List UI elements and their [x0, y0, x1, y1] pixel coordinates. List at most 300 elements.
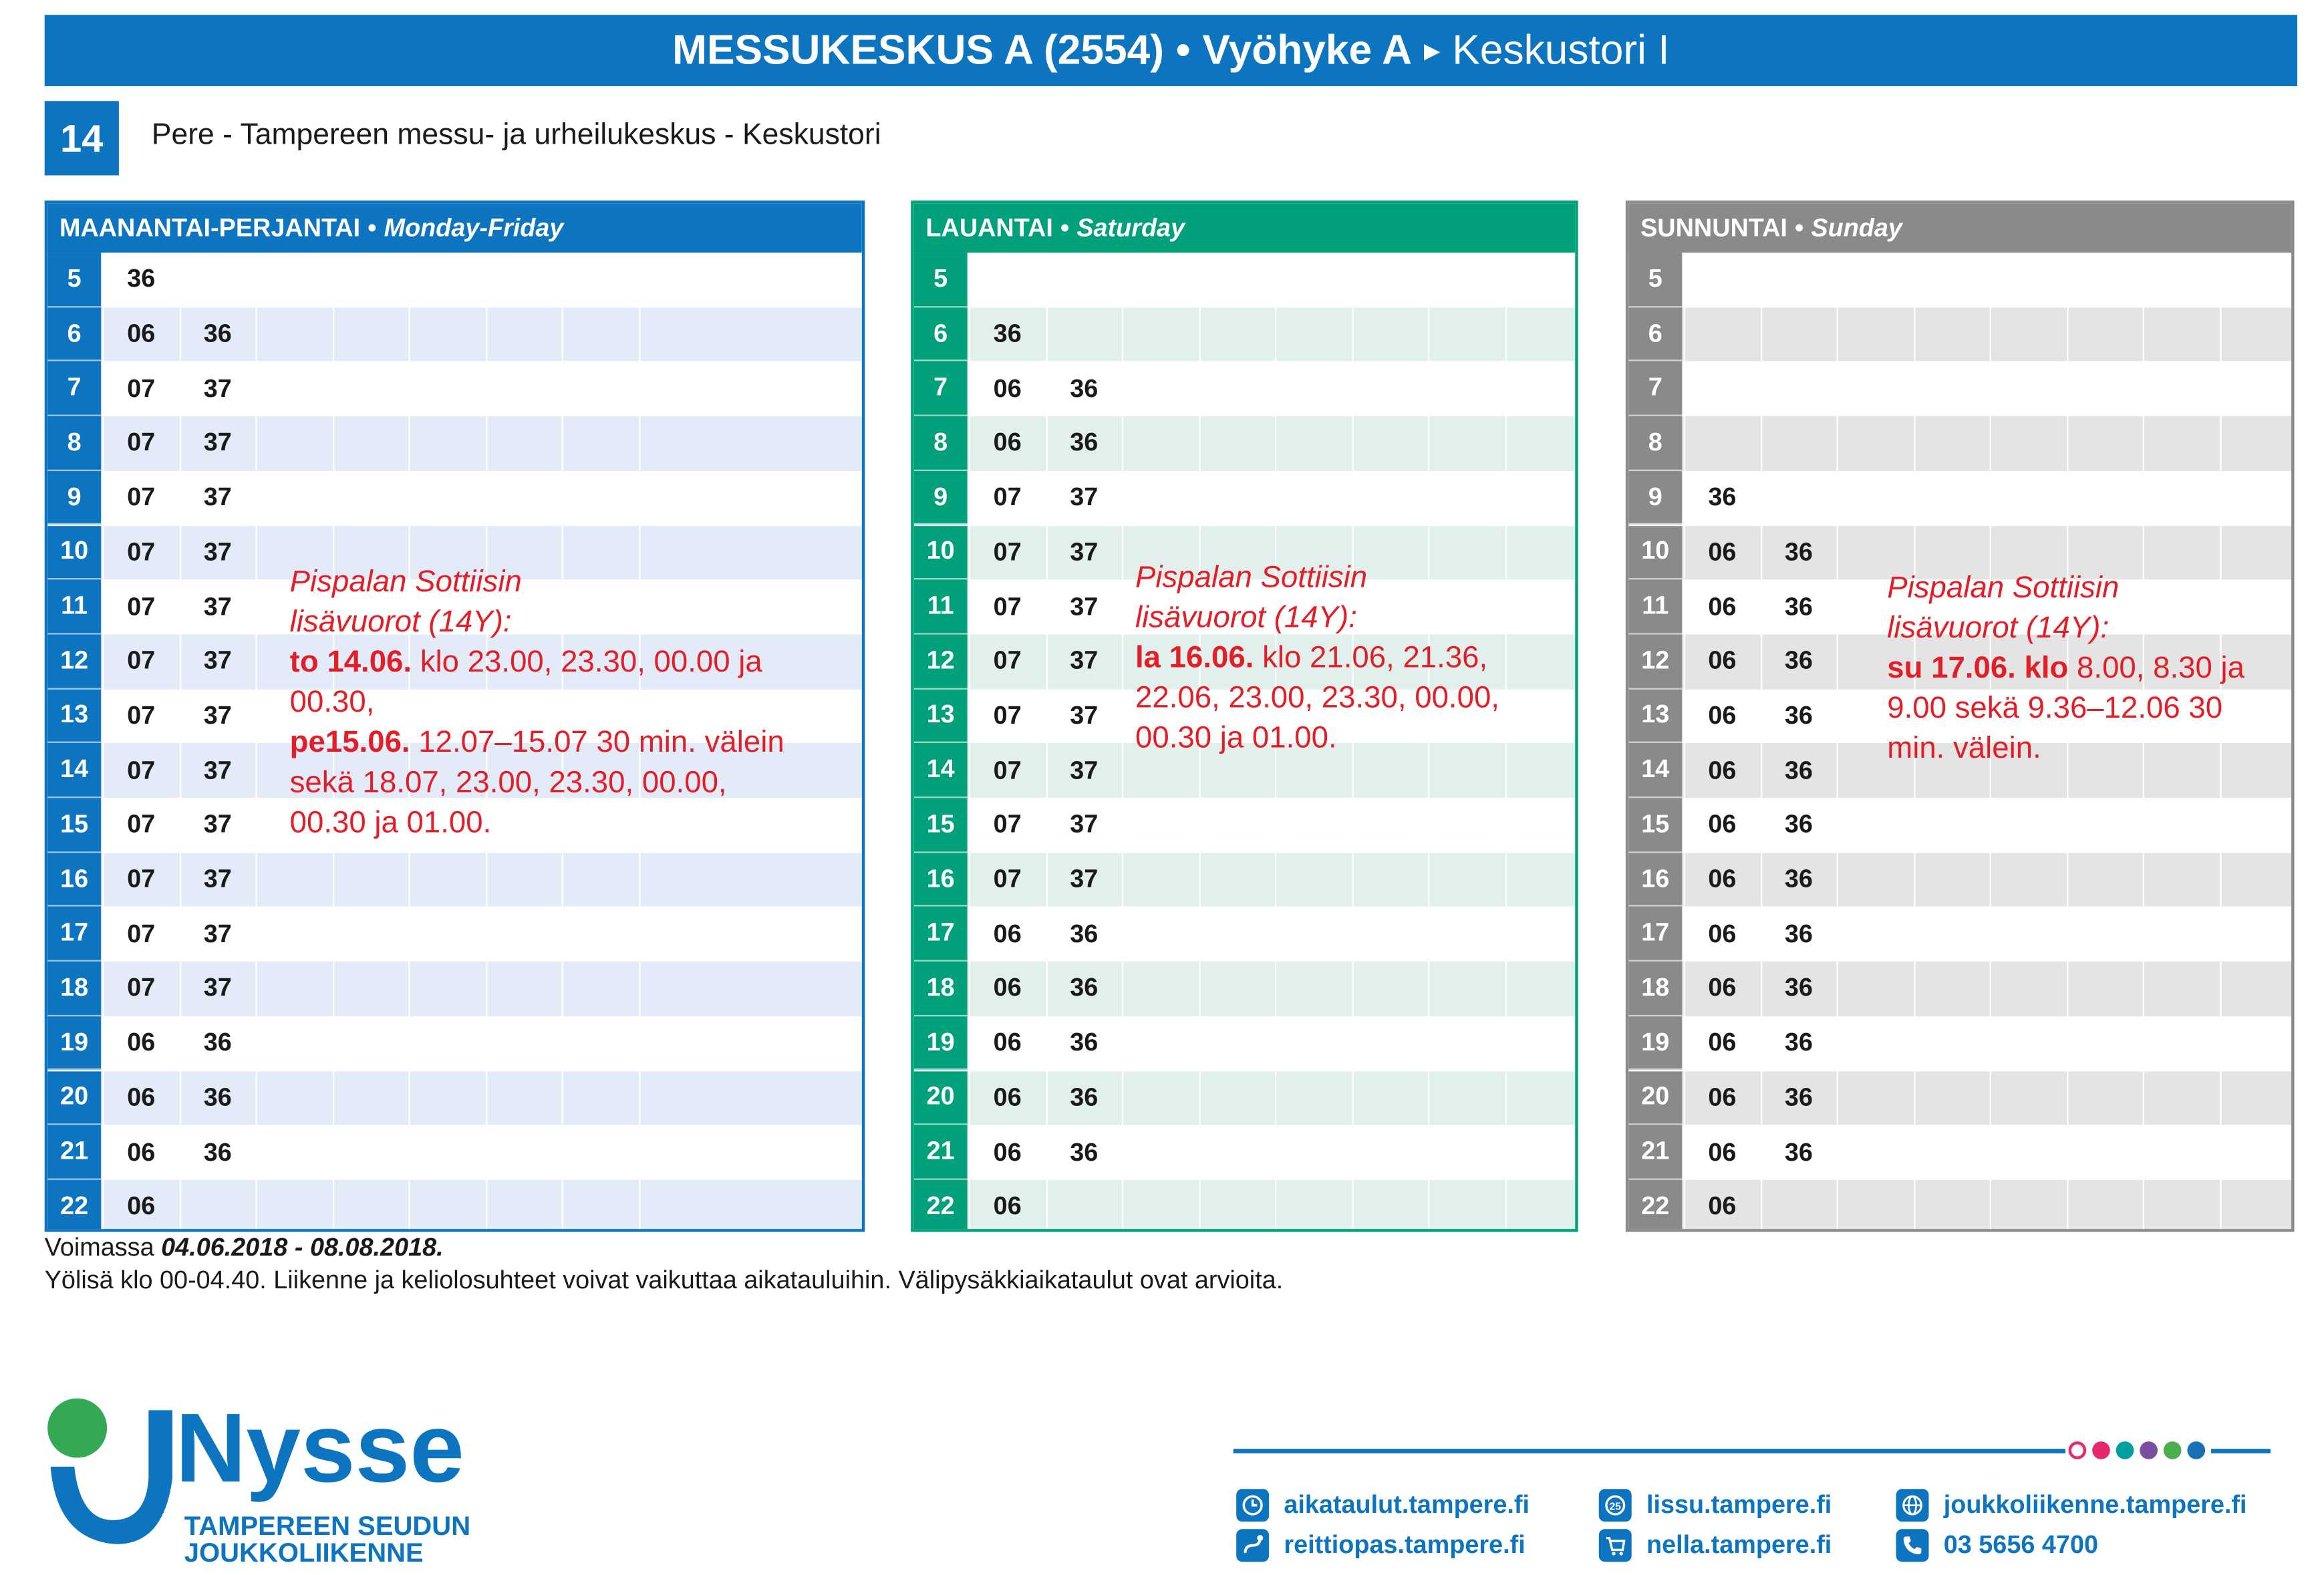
minute-cell: 06 — [969, 907, 1044, 962]
hour-cell: 14 — [914, 744, 968, 799]
hour-cell: 13 — [914, 689, 968, 744]
link-text[interactable]: nella.tampere.fi — [1646, 1530, 1832, 1559]
link-text[interactable]: aikataulut.tampere.fi — [1284, 1490, 1530, 1519]
table-row — [47, 907, 862, 962]
minute-cell: 37 — [179, 362, 255, 416]
hour-cell: 18 — [914, 962, 968, 1016]
minute-cell: 07 — [102, 634, 178, 689]
minute-cell — [1352, 470, 1427, 525]
minute-cell — [2143, 907, 2218, 962]
minute-cell — [1428, 1070, 1503, 1125]
table-subtitle: Saturday — [1076, 213, 1185, 242]
note-heading: Pispalan Sottiisin — [1887, 570, 2120, 605]
minute-cell — [1505, 962, 1578, 1016]
minute-cell — [562, 1016, 637, 1071]
note-text: klo 21.06, 21.36, — [1254, 640, 1488, 675]
minute-cell — [1045, 307, 1121, 362]
minute-cell — [1045, 1179, 1121, 1232]
minute-cell — [638, 853, 714, 907]
minute-cell — [485, 1070, 561, 1125]
minute-cell: 36 — [179, 1125, 255, 1180]
minute-cell — [1352, 907, 1427, 962]
hour-cell: 17 — [1628, 907, 1682, 962]
minute-cell — [1684, 307, 1759, 362]
minute-cell — [1198, 307, 1274, 362]
minute-cell — [485, 1125, 561, 1180]
hour-cell: 11 — [1628, 580, 1682, 635]
minute-cell: 07 — [102, 853, 178, 907]
minute-cell — [1505, 744, 1578, 799]
minute-cell — [2143, 1016, 2218, 1071]
minute-cell: 37 — [1045, 798, 1121, 853]
minute-cell: 36 — [1045, 1070, 1121, 1125]
minute-cell — [638, 253, 714, 307]
stop-header — [45, 15, 2297, 86]
zone-label: Vyöhyke A — [1202, 27, 1413, 73]
minute-cell: 07 — [969, 744, 1044, 799]
minute-cell: 07 — [102, 962, 178, 1016]
table-row — [1628, 1179, 2291, 1232]
minute-cell: 36 — [1045, 962, 1121, 1016]
minute-cell: 06 — [969, 1179, 1044, 1232]
note-date: la 16.06. — [1135, 640, 1254, 675]
decor-dot — [2140, 1441, 2158, 1459]
minute-cell — [1275, 307, 1350, 362]
minute-cell — [485, 470, 561, 525]
minute-cell: 06 — [1684, 1125, 1759, 1180]
minute-cell — [1990, 362, 2065, 416]
minute-cell — [1275, 1070, 1350, 1125]
svg-text:25: 25 — [1609, 1501, 1621, 1513]
minute-cell — [255, 253, 331, 307]
note-date: to 14.06. — [289, 645, 412, 680]
table-row — [1628, 416, 2291, 471]
note-text: 00.30 ja 01.00. — [289, 805, 492, 840]
table-header-saturday — [914, 204, 1576, 253]
minute-cell — [1990, 962, 2065, 1016]
hour-cell: 19 — [914, 1016, 968, 1071]
minute-cell — [1352, 1016, 1427, 1071]
minute-cell — [2219, 798, 2294, 853]
minute-cell — [2066, 962, 2142, 1016]
table-row — [1628, 307, 2291, 362]
route-description: Pere - Tampereen messu- ja urheilukeskus - Keskustori — [151, 118, 881, 152]
minute-cell — [2143, 1125, 2218, 1180]
minute-cell — [332, 1070, 408, 1125]
note-date: su 17.06. klo — [1887, 651, 2069, 686]
decorative-dots — [2069, 1437, 2271, 1463]
minute-cell — [1275, 907, 1350, 962]
minute-cell — [1428, 1125, 1503, 1180]
hour-cell: 17 — [47, 907, 101, 962]
minute-cell — [1837, 416, 1912, 471]
minute-cell — [485, 962, 561, 1016]
minute-cell — [1505, 470, 1578, 525]
hour-cell: 5 — [47, 253, 101, 307]
minute-cell — [1122, 470, 1197, 525]
minute-cell — [562, 416, 637, 471]
hour-cell: 8 — [47, 416, 101, 471]
minute-cell — [255, 907, 331, 962]
minute-cell — [1760, 307, 1836, 362]
minute-cell — [2219, 1070, 2294, 1125]
minute-cell — [1428, 253, 1503, 307]
minute-cell — [1913, 962, 1989, 1016]
hour-cell: 6 — [914, 307, 968, 362]
link-text[interactable]: 03 5656 4700 — [1943, 1530, 2099, 1559]
minute-cell — [2143, 1070, 2218, 1125]
note-text: sekä 18.07, 23.00, 23.30, 00.00, — [289, 765, 727, 800]
minute-cell — [638, 1070, 714, 1125]
extra-trips-note-sunday — [1887, 567, 2244, 768]
table-row — [47, 362, 862, 416]
minute-cell — [1913, 853, 1989, 907]
minute-cell: 06 — [969, 1016, 1044, 1071]
minute-cell — [1505, 580, 1578, 635]
phone-icon — [1896, 1529, 1929, 1562]
minute-cell: 07 — [102, 470, 178, 525]
minute-cell: 37 — [1045, 470, 1121, 525]
minute-cell — [1428, 798, 1503, 853]
minute-cell — [2219, 907, 2294, 962]
minute-cell — [1122, 962, 1197, 1016]
hour-cell: 18 — [47, 962, 101, 1016]
minute-cell — [1122, 307, 1197, 362]
logo-line1: TAMPEREEN SEUDUN — [184, 1512, 471, 1542]
link-nella[interactable] — [1599, 1529, 1832, 1562]
table-row — [47, 470, 862, 525]
minute-cell — [1913, 798, 1989, 853]
hour-cell: 19 — [1628, 1016, 1682, 1071]
minute-cell — [1760, 253, 1836, 307]
minute-cell — [2219, 1016, 2294, 1071]
minute-cell — [1428, 962, 1503, 1016]
minute-cell — [2219, 962, 2294, 1016]
note-text: 9.00 sekä 9.36–12.06 30 — [1887, 691, 2223, 726]
validity-line — [45, 1234, 444, 1263]
minute-cell — [1198, 470, 1274, 525]
logo-brand: Nysse — [175, 1393, 464, 1504]
minute-cell: 07 — [102, 907, 178, 962]
minute-cell: 36 — [1760, 853, 1836, 907]
link-text[interactable]: lissu.tampere.fi — [1646, 1490, 1832, 1519]
note-text: 00.30, — [289, 685, 375, 720]
hour-cell: 20 — [914, 1070, 968, 1125]
disclaimer: Yölisä klo 00-04.40. Liikenne ja keliolosuhteet voivat vaikuttaa aikatauluihin. Välipysäkkiaikataulut ovat arvioita. — [44, 1266, 1284, 1294]
decor-dot — [2116, 1441, 2134, 1459]
table-row — [47, 1016, 862, 1071]
table-row — [1628, 853, 2291, 907]
minute-cell — [1198, 798, 1274, 853]
minute-cell — [409, 962, 484, 1016]
minute-cell — [1275, 362, 1350, 416]
minute-cell — [409, 253, 484, 307]
minute-cell — [1275, 962, 1350, 1016]
minute-cell — [2143, 798, 2218, 853]
minute-cell — [2066, 1179, 2142, 1232]
minute-cell: 07 — [102, 580, 178, 635]
minute-cell — [2143, 470, 2218, 525]
minute-cell — [1837, 362, 1912, 416]
minute-cell — [1122, 253, 1197, 307]
minute-cell — [485, 1016, 561, 1071]
minute-cell — [332, 307, 408, 362]
minute-cell — [332, 962, 408, 1016]
minute-cell — [1505, 1070, 1578, 1125]
hour-cell: 12 — [1628, 634, 1682, 689]
minute-cell — [1122, 853, 1197, 907]
link-aikataulut[interactable] — [1236, 1489, 1530, 1522]
table-row — [1628, 1016, 2291, 1071]
minute-cell: 06 — [1684, 744, 1759, 799]
table-row — [47, 416, 862, 471]
hour-cell: 22 — [914, 1179, 968, 1232]
minute-cell — [1505, 1016, 1578, 1071]
minute-cell — [1505, 1125, 1578, 1180]
hour-cell: 7 — [1628, 362, 1682, 416]
note-text: 8.00, 8.30 ja — [2068, 651, 2245, 686]
table-row — [914, 253, 1576, 307]
table-row — [914, 470, 1576, 525]
hour-cell: 16 — [1628, 853, 1682, 907]
minute-cell: 36 — [1760, 962, 1836, 1016]
table-row — [47, 1179, 862, 1232]
clock-icon — [1236, 1489, 1269, 1522]
header-separator: • — [1175, 27, 1191, 73]
table-row — [914, 798, 1576, 853]
minute-cell — [1352, 962, 1427, 1016]
minute-cell — [255, 853, 331, 907]
table-row — [47, 1125, 862, 1180]
table-row — [1628, 470, 2291, 525]
minute-cell — [409, 1070, 484, 1125]
hour-cell: 16 — [47, 853, 101, 907]
link-lissu[interactable] — [1599, 1489, 1832, 1522]
minute-cell — [1913, 907, 1989, 962]
minute-cell: 06 — [1684, 689, 1759, 744]
minute-cell — [409, 470, 484, 525]
bus-live-icon — [1599, 1489, 1632, 1522]
hour-cell: 9 — [47, 470, 101, 525]
minute-cell: 37 — [1045, 744, 1121, 799]
minute-cell — [638, 470, 714, 525]
minute-cell — [1837, 853, 1912, 907]
minute-cell — [409, 1125, 484, 1180]
hour-cell: 20 — [1628, 1070, 1682, 1125]
minute-cell — [485, 1179, 561, 1232]
hour-cell: 12 — [914, 634, 968, 689]
minute-cell: 36 — [1760, 798, 1836, 853]
minute-cell — [1045, 253, 1121, 307]
minute-cell: 37 — [1045, 580, 1121, 635]
minute-cell — [1990, 1070, 2065, 1125]
hour-cell: 16 — [914, 853, 968, 907]
hour-cell: 6 — [1628, 307, 1682, 362]
note-text: 22.06, 23.00, 23.30, 00.00, — [1135, 680, 1499, 715]
hour-cell: 22 — [1628, 1179, 1682, 1232]
minute-cell: 06 — [1684, 798, 1759, 853]
minute-cell — [409, 1179, 484, 1232]
minute-cell — [2143, 253, 2218, 307]
minute-cell: 07 — [102, 689, 178, 744]
minute-cell — [1837, 1070, 1912, 1125]
minute-cell — [1122, 798, 1197, 853]
stop-name: MESSUKESKUS A (2554) — [672, 27, 1164, 73]
minute-cell: 37 — [179, 962, 255, 1016]
table-header-weekday — [47, 204, 862, 253]
minute-cell — [2143, 307, 2218, 362]
hour-cell: 11 — [914, 580, 968, 635]
route-planner-icon — [1236, 1529, 1269, 1562]
minute-cell: 06 — [1684, 907, 1759, 962]
minute-cell — [638, 962, 714, 1016]
minute-cell — [2143, 1179, 2218, 1232]
minute-cell: 36 — [1045, 907, 1121, 962]
minute-cell: 07 — [102, 744, 178, 799]
minute-cell — [1122, 1016, 1197, 1071]
minute-cell — [1122, 416, 1197, 471]
table-row — [1628, 962, 2291, 1016]
minute-cell — [1913, 1070, 1989, 1125]
hour-cell: 8 — [914, 416, 968, 471]
minute-cell — [485, 307, 561, 362]
minute-cell — [1505, 253, 1578, 307]
nysse-logo-mark — [41, 1389, 487, 1568]
minute-cell — [638, 416, 714, 471]
note-text: min. välein. — [1887, 731, 2041, 766]
minute-cell: 37 — [179, 798, 255, 853]
minute-cell: 37 — [1045, 689, 1121, 744]
minute-cell — [1428, 1179, 1503, 1232]
minute-cell: 07 — [102, 362, 178, 416]
minute-cell — [409, 1016, 484, 1071]
minute-cell — [1352, 416, 1427, 471]
minute-cell: 37 — [179, 744, 255, 799]
decor-dot — [2164, 1441, 2182, 1459]
minute-cell — [1505, 853, 1578, 907]
table-row — [914, 307, 1576, 362]
link-text[interactable]: joukkoliikenne.tampere.fi — [1943, 1490, 2247, 1519]
hour-cell: 6 — [47, 307, 101, 362]
minute-cell: 06 — [102, 1179, 178, 1232]
minute-cell: 06 — [1684, 962, 1759, 1016]
minute-cell — [1428, 853, 1503, 907]
minute-cell — [1505, 907, 1578, 962]
minute-cell — [255, 1016, 331, 1071]
minute-cell — [562, 907, 637, 962]
minute-cell: 36 — [1760, 1016, 1836, 1071]
link-joukkoliikenne[interactable] — [1896, 1489, 2247, 1522]
minute-cell: 37 — [179, 907, 255, 962]
minute-cell — [562, 362, 637, 416]
hour-cell: 15 — [47, 798, 101, 853]
decor-dot — [2187, 1441, 2205, 1459]
minute-cell — [1837, 470, 1912, 525]
minute-cell — [1428, 362, 1503, 416]
table-row — [1628, 253, 2291, 307]
decor-line — [2211, 1448, 2271, 1453]
hour-cell: 15 — [914, 798, 968, 853]
minute-cell — [1837, 962, 1912, 1016]
minute-cell — [255, 416, 331, 471]
minute-cell — [2219, 1179, 2294, 1232]
hour-cell: 11 — [47, 580, 101, 635]
hour-cell: 12 — [47, 634, 101, 689]
minute-cell: 36 — [179, 1016, 255, 1071]
link-text[interactable]: reittiopas.tampere.fi — [1284, 1530, 1526, 1559]
minute-cell — [1352, 362, 1427, 416]
minute-cell — [255, 307, 331, 362]
minute-cell — [1352, 1179, 1427, 1232]
link-phone[interactable] — [1896, 1529, 2098, 1562]
minute-cell — [1760, 470, 1836, 525]
minute-cell — [638, 1179, 714, 1232]
minute-cell — [1505, 525, 1578, 580]
minute-cell — [1275, 1125, 1350, 1180]
table-row — [1628, 798, 2291, 853]
minute-cell — [2143, 962, 2218, 1016]
minute-cell: 06 — [102, 1016, 178, 1071]
minute-cell: 36 — [1760, 1125, 1836, 1180]
minute-cell — [409, 853, 484, 907]
minute-cell — [255, 962, 331, 1016]
minute-cell — [1198, 1179, 1274, 1232]
minute-cell: 06 — [1684, 525, 1759, 580]
minute-cell — [2066, 1070, 2142, 1125]
minute-cell — [1913, 362, 1989, 416]
minute-cell: 36 — [1760, 1070, 1836, 1125]
validity-dates: 04.06.2018 - 08.08.2018. — [161, 1233, 444, 1262]
minute-cell: 07 — [969, 634, 1044, 689]
hour-cell: 19 — [47, 1016, 101, 1071]
minute-cell — [1352, 853, 1427, 907]
minute-cell: 36 — [1045, 1016, 1121, 1071]
hour-cell: 17 — [914, 907, 968, 962]
minute-cell — [1198, 1016, 1274, 1071]
minute-cell — [1275, 253, 1350, 307]
minute-cell — [1913, 307, 1989, 362]
minute-cell: 37 — [179, 525, 255, 580]
minute-cell: 36 — [1760, 634, 1836, 689]
minute-cell — [1352, 1070, 1427, 1125]
minute-cell — [1275, 1016, 1350, 1071]
minute-cell — [562, 1125, 637, 1180]
minute-cell — [638, 1016, 714, 1071]
table-row — [47, 253, 862, 307]
minute-cell: 36 — [179, 307, 255, 362]
table-row — [47, 853, 862, 907]
minute-cell — [2219, 416, 2294, 471]
footer-rule — [1233, 1449, 2065, 1453]
minute-cell — [332, 1016, 408, 1071]
hour-cell: 15 — [1628, 798, 1682, 853]
link-reittiopas[interactable] — [1236, 1529, 1526, 1562]
minute-cell: 06 — [1684, 1016, 1759, 1071]
minute-cell: 37 — [179, 470, 255, 525]
minute-cell — [332, 853, 408, 907]
note-heading: Pispalan Sottiisin — [289, 565, 522, 599]
note-heading: lisävuorot (14Y): — [289, 605, 512, 639]
hour-cell: 5 — [1628, 253, 1682, 307]
note-heading: lisävuorot (14Y): — [1135, 600, 1357, 635]
minute-cell: 37 — [179, 580, 255, 635]
minute-cell: 06 — [969, 1070, 1044, 1125]
table-header-sunday — [1628, 204, 2291, 253]
minute-cell — [1990, 907, 2065, 962]
minute-cell — [969, 253, 1044, 307]
table-row — [914, 1016, 1576, 1071]
table-row — [914, 1070, 1576, 1125]
